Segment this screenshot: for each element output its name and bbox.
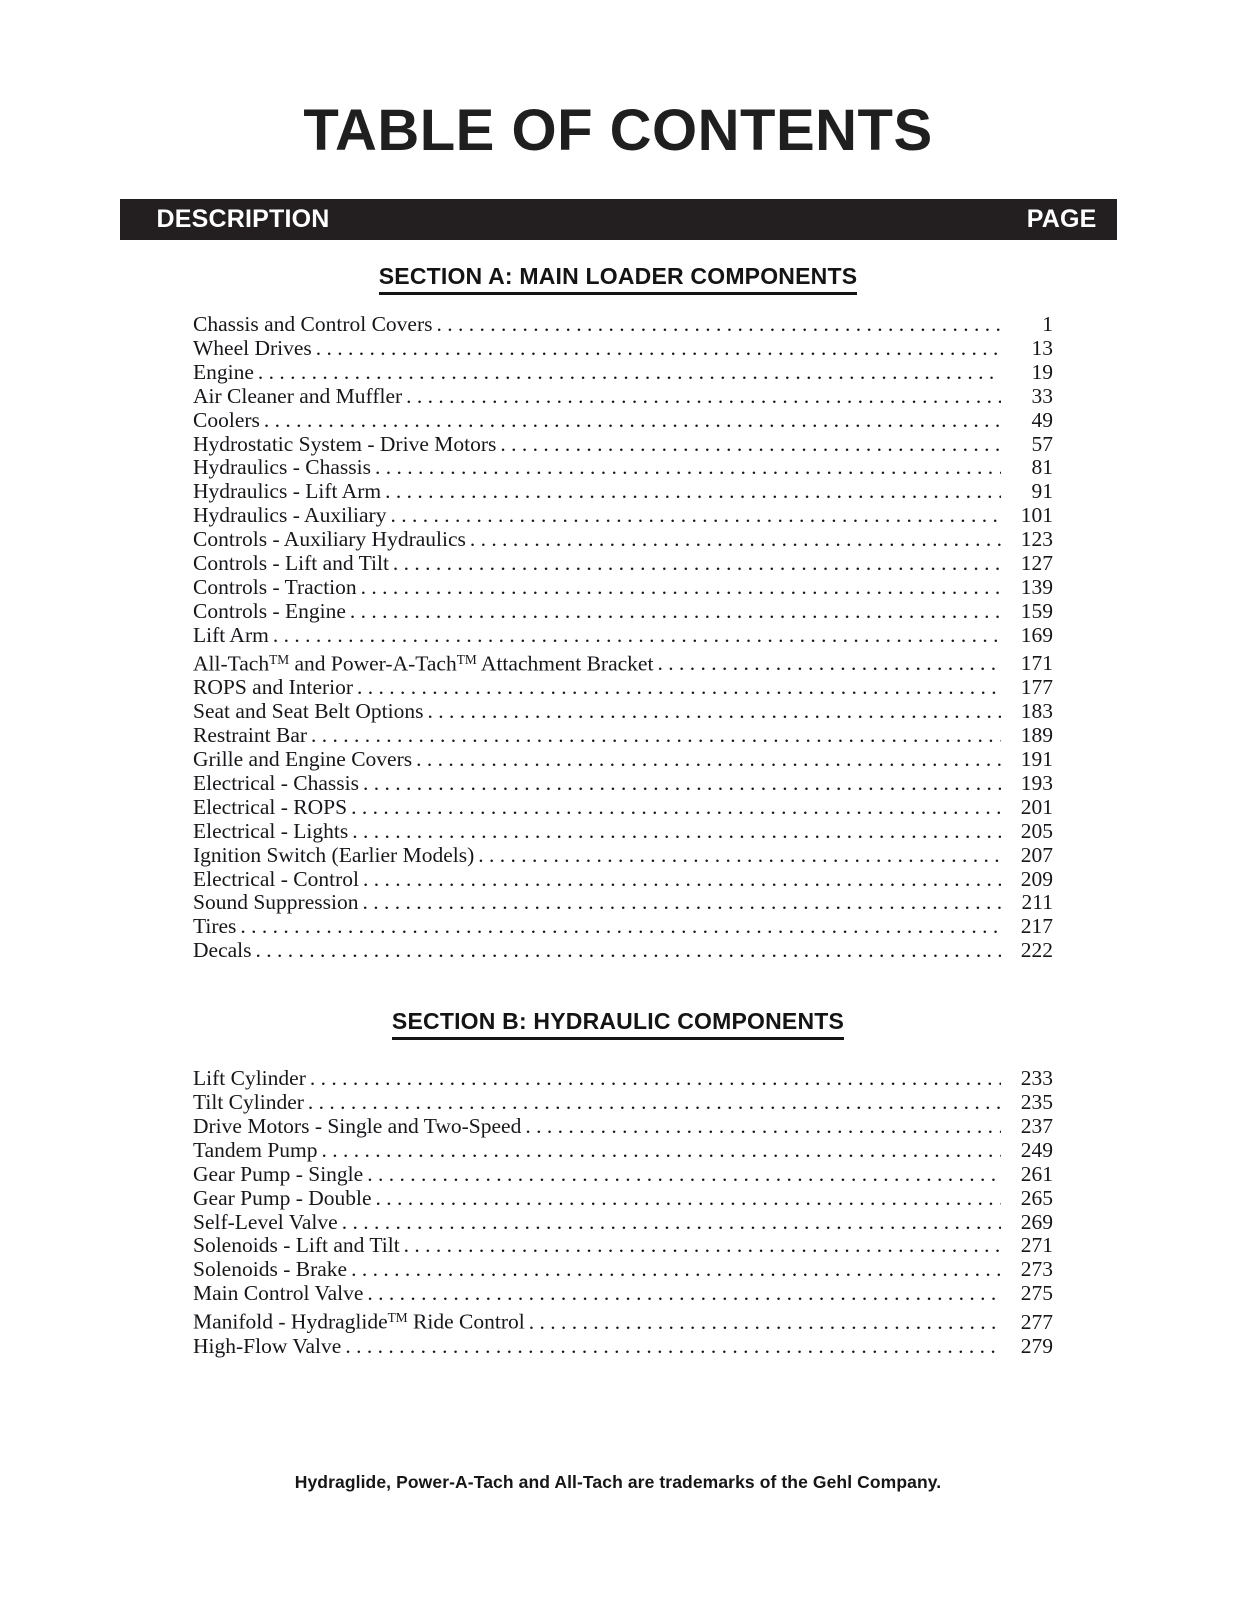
toc-leader-dots [657, 652, 1001, 674]
toc-entry-page-number: 249 [1020, 1137, 1053, 1162]
toc-entry-label: Air Cleaner and Muffler [193, 383, 403, 408]
toc-entry[interactable] [193, 796, 1053, 820]
toc-leader-dots [393, 552, 1001, 574]
toc-entry-page-number: 171 [1020, 651, 1053, 676]
toc-leader-dots [310, 1067, 1001, 1089]
toc-entry-page-number: 201 [1020, 794, 1053, 819]
toc-entry[interactable] [193, 915, 1053, 939]
toc-leader-dots [308, 1091, 1001, 1113]
toc-entry-page-number: 159 [1020, 598, 1053, 623]
toc-entry[interactable] [193, 772, 1053, 796]
toc-entry-label: Solenoids - Brake [193, 1257, 348, 1282]
trademark-footer-note: Hydraglide, Power-A-Tach and All-Tach are trademarks of the Gehl Company. [294, 1472, 942, 1492]
section-a-heading-text: SECTION A: MAIN LOADER COMPONENTS [379, 263, 858, 295]
toc-entry-page-number: 265 [1020, 1185, 1053, 1210]
toc-leader-dots [345, 1335, 1001, 1357]
toc-entry[interactable] [193, 868, 1053, 892]
toc-leader-dots [362, 891, 1001, 913]
toc-entry[interactable] [193, 456, 1053, 480]
toc-leader-dots [375, 456, 1001, 478]
toc-leader-dots [436, 313, 1001, 335]
toc-entry-label: Controls - Traction [193, 574, 357, 599]
toc-entry-label: Electrical - Control [193, 866, 359, 891]
section-b-entry-list [193, 1067, 1053, 1359]
toc-entry[interactable] [193, 1139, 1053, 1163]
toc-entry-label: Restraint Bar [193, 723, 308, 748]
column-header-description: DESCRIPTION [156, 205, 330, 233]
toc-entry[interactable] [193, 361, 1053, 385]
toc-entry-label: Controls - Auxiliary Hydraulics [193, 527, 466, 552]
toc-leader-dots [529, 1311, 1001, 1333]
toc-entry-label: Decals [193, 938, 252, 963]
toc-entry-page-number: 277 [1020, 1309, 1053, 1334]
section-a-heading [0, 263, 1236, 295]
toc-entry-page-number: 207 [1020, 842, 1053, 867]
toc-leader-dots [342, 1211, 1001, 1233]
toc-leader-dots [240, 915, 1001, 937]
toc-leader-dots [361, 576, 1001, 598]
toc-entry-label: Hydraulics - Chassis [193, 455, 371, 480]
toc-entry-label: Drive Motors - Single and Two-Speed [193, 1113, 522, 1138]
toc-entry[interactable] [193, 1282, 1053, 1306]
toc-entry[interactable] [193, 552, 1053, 576]
toc-leader-dots [363, 772, 1001, 794]
toc-entry-label: Grille and Engine Covers [193, 746, 413, 771]
toc-entry-page-number: 101 [1020, 503, 1053, 528]
toc-entry-page-number: 189 [1020, 723, 1053, 748]
toc-leader-dots [273, 624, 1001, 646]
toc-entry-page-number: 49 [1031, 407, 1053, 432]
toc-entry-label: Tandem Pump [193, 1137, 318, 1162]
section-b-heading [0, 1008, 1236, 1040]
toc-entry-label: Tires [193, 914, 237, 939]
toc-leader-dots [416, 748, 1001, 770]
toc-entry-label: High-Flow Valve [193, 1333, 342, 1358]
toc-entry[interactable] [193, 1067, 1053, 1091]
toc-entry-page-number: 81 [1031, 455, 1053, 480]
toc-entry[interactable] [193, 700, 1053, 724]
toc-entry-label: Ignition Switch (Earlier Models) [193, 842, 475, 867]
toc-entry-page-number: 261 [1020, 1161, 1053, 1186]
column-header-page: PAGE [1026, 205, 1097, 233]
toc-entry-label: Gear Pump - Single [193, 1161, 364, 1186]
toc-entry[interactable] [193, 480, 1053, 504]
toc-entry-label: All-Tach™ and Power-A-Tach™ Attachment Bracket [193, 651, 654, 676]
toc-entry-page-number: 235 [1020, 1090, 1053, 1115]
toc-entry[interactable] [193, 1335, 1053, 1359]
toc-leader-dots [404, 1234, 1001, 1256]
toc-leader-dots [258, 361, 1001, 383]
toc-entry-page-number: 271 [1020, 1233, 1053, 1258]
toc-entry[interactable] [193, 891, 1053, 915]
toc-entry[interactable] [193, 600, 1053, 624]
toc-entry-page-number: 279 [1020, 1333, 1053, 1358]
toc-entry[interactable] [193, 313, 1053, 337]
toc-entry-page-number: 193 [1020, 770, 1053, 795]
toc-entry-label: Manifold - Hydraglide™ Ride Control [193, 1309, 525, 1334]
toc-entry[interactable] [193, 1306, 1053, 1335]
toc-leader-dots [264, 409, 1001, 431]
toc-leader-dots [351, 796, 1001, 818]
toc-leader-dots [390, 504, 1001, 526]
toc-entry-label: Self-Level Valve [193, 1209, 338, 1234]
toc-entry-label: Controls - Engine [193, 598, 346, 623]
toc-leader-dots [428, 700, 1002, 722]
toc-entry-label: Hydrostatic System - Drive Motors [193, 431, 497, 456]
toc-entry[interactable] [193, 528, 1053, 552]
toc-entry[interactable] [193, 433, 1053, 457]
toc-entry-page-number: 191 [1020, 746, 1053, 771]
toc-entry[interactable] [193, 939, 1053, 963]
toc-entry-page-number: 127 [1020, 551, 1053, 576]
toc-entry-label: Lift Arm [193, 622, 269, 647]
toc-entry-label: Gear Pump - Double [193, 1185, 372, 1210]
toc-entry-page-number: 217 [1020, 914, 1053, 939]
toc-entry[interactable] [193, 676, 1053, 700]
toc-leader-dots [406, 385, 1001, 407]
toc-entry-page-number: 211 [1021, 890, 1053, 915]
toc-entry[interactable] [193, 385, 1053, 409]
toc-entry-label: Coolers [193, 407, 260, 432]
toc-leader-dots [351, 1258, 1001, 1280]
toc-entry-page-number: 13 [1031, 335, 1053, 360]
toc-entry-page-number: 19 [1031, 359, 1053, 384]
toc-entry[interactable] [193, 724, 1053, 748]
toc-entry-label: ROPS and Interior [193, 675, 354, 700]
toc-entry-page-number: 57 [1031, 431, 1053, 456]
toc-entry-label: Controls - Lift and Tilt [193, 551, 389, 576]
toc-entry[interactable] [193, 844, 1053, 868]
toc-leader-dots [478, 844, 1001, 866]
toc-entry-page-number: 177 [1020, 675, 1053, 700]
toc-leader-dots [311, 724, 1001, 746]
toc-entry[interactable] [193, 648, 1053, 677]
toc-entry[interactable] [193, 820, 1053, 844]
toc-leader-dots [316, 337, 1001, 359]
toc-entry[interactable] [193, 1258, 1053, 1282]
section-b-heading-text: SECTION B: HYDRAULIC COMPONENTS [392, 1008, 844, 1040]
toc-leader-dots [322, 1139, 1002, 1161]
toc-entry-label: Hydraulics - Lift Arm [193, 479, 382, 504]
toc-leader-dots [525, 1115, 1001, 1137]
toc-entry[interactable] [193, 748, 1053, 772]
toc-leader-dots [470, 528, 1001, 550]
toc-leader-dots [352, 820, 1001, 842]
toc-entry[interactable] [193, 624, 1053, 648]
toc-leader-dots [367, 1163, 1001, 1185]
toc-entry-page-number: 233 [1020, 1066, 1053, 1091]
toc-entry-label: Electrical - Chassis [193, 770, 359, 795]
toc-entry-page-number: 169 [1020, 622, 1053, 647]
toc-entry-page-number: 123 [1020, 527, 1053, 552]
toc-entry-label: Tilt Cylinder [193, 1090, 304, 1115]
page-title: TABLE OF CONTENTS [303, 98, 933, 163]
toc-leader-dots [500, 433, 1001, 455]
toc-entry-label: Main Control Valve [193, 1281, 364, 1306]
toc-leader-dots [350, 600, 1001, 622]
trademark-symbol: TM [269, 651, 290, 667]
toc-entry-page-number: 91 [1031, 479, 1053, 504]
toc-entry[interactable] [193, 504, 1053, 528]
toc-entry-page-number: 273 [1020, 1257, 1053, 1282]
toc-entry[interactable] [193, 1187, 1053, 1211]
toc-entry-page-number: 209 [1020, 866, 1053, 891]
toc-entry-page-number: 222 [1020, 938, 1053, 963]
trademark-symbol: TM [456, 651, 477, 667]
toc-entry[interactable] [193, 1211, 1053, 1235]
toc-entry-label: Engine [193, 359, 254, 384]
toc-leader-dots [363, 868, 1001, 890]
toc-entry-page-number: 183 [1020, 699, 1053, 724]
toc-entry-label: Sound Suppression [193, 890, 359, 915]
trademark-symbol: TM [387, 1310, 408, 1326]
toc-entry-page-number: 205 [1020, 818, 1053, 843]
column-header-bar [120, 199, 1117, 240]
toc-entry-label: Chassis and Control Covers [193, 312, 433, 336]
toc-entry-page-number: 33 [1031, 383, 1053, 408]
toc-entry[interactable] [193, 1091, 1053, 1115]
toc-entry[interactable] [193, 1163, 1053, 1187]
toc-entry-page-number: 237 [1020, 1113, 1053, 1138]
toc-entry[interactable] [193, 409, 1053, 433]
toc-leader-dots [256, 939, 1002, 961]
toc-entry-page-number: 269 [1020, 1209, 1053, 1234]
toc-entry-label: Seat and Seat Belt Options [193, 699, 424, 724]
toc-entry-label: Electrical - ROPS [193, 794, 348, 819]
toc-entry-page-number: 275 [1020, 1281, 1053, 1306]
toc-entry-page-number: 139 [1020, 574, 1053, 599]
toc-entry-label: Lift Cylinder [193, 1066, 306, 1091]
toc-entry-label: Electrical - Lights [193, 818, 349, 843]
toc-entry[interactable] [193, 337, 1053, 361]
section-a-entry-list [193, 313, 1053, 963]
toc-entry[interactable] [193, 1234, 1053, 1258]
toc-leader-dots [385, 480, 1001, 502]
toc-entry[interactable] [193, 1115, 1053, 1139]
toc-leader-dots [376, 1187, 1001, 1209]
toc-leader-dots [367, 1282, 1001, 1304]
toc-entry[interactable] [193, 576, 1053, 600]
toc-entry-label: Wheel Drives [193, 335, 312, 360]
toc-entry-label: Hydraulics - Auxiliary [193, 503, 387, 528]
toc-entry-label: Solenoids - Lift and Tilt [193, 1233, 400, 1258]
toc-entry-page-number: 1 [1042, 312, 1053, 336]
toc-leader-dots [357, 676, 1001, 698]
